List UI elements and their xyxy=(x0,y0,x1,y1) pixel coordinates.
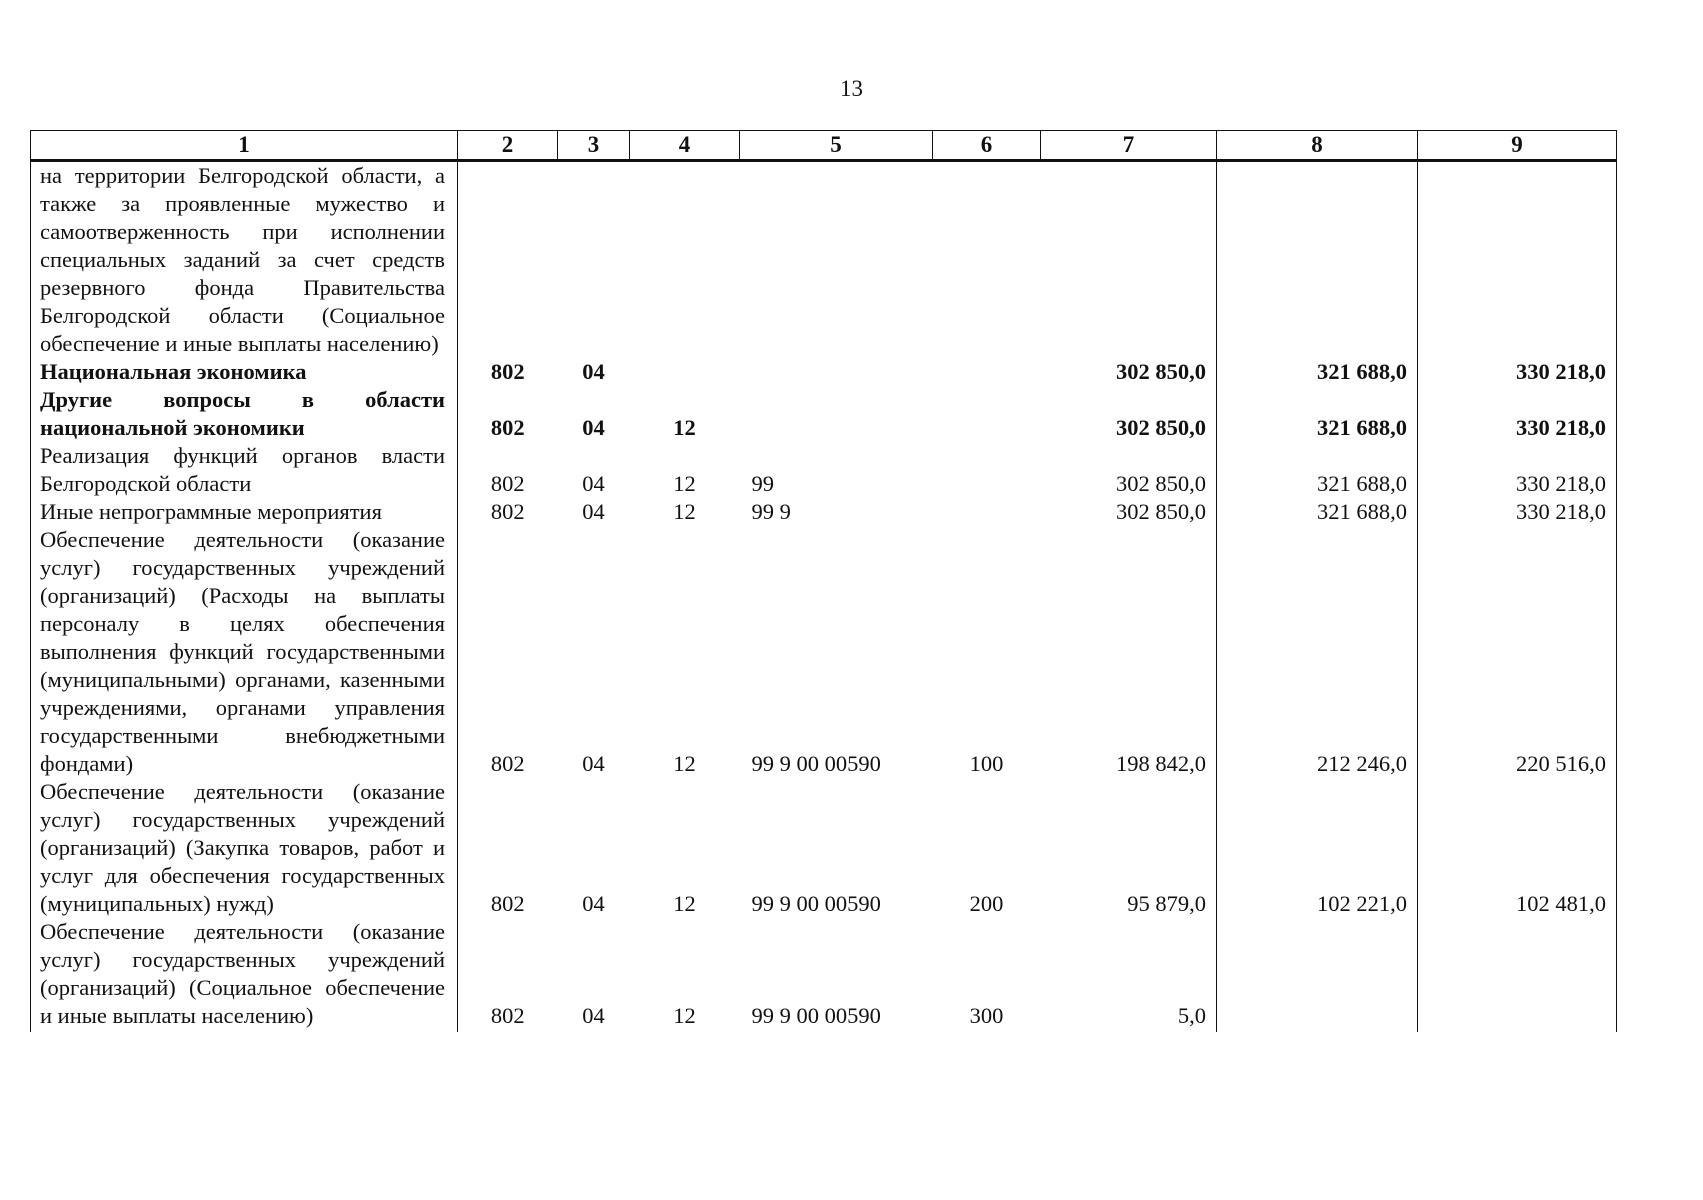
cell-ministry-code: 802 xyxy=(490,751,525,776)
cell-section: 04 xyxy=(582,1003,605,1028)
cell-section: 04 xyxy=(582,891,605,916)
header-col-5: 5 xyxy=(740,131,933,161)
cell-amount-col8: 321 688,0 xyxy=(1217,442,1418,498)
cell-target-article: 99 9 00 00590 xyxy=(751,1003,881,1028)
cell-target-article: 99 9 00 00590 xyxy=(751,891,881,916)
budget-table xyxy=(30,130,1617,1032)
edge-cell xyxy=(740,1030,933,1032)
table-row xyxy=(31,442,1617,498)
table-row xyxy=(31,918,1617,1030)
cell-target-article: 99 9 xyxy=(751,499,791,524)
header-col-1: 1 xyxy=(31,131,458,161)
table-row xyxy=(31,161,1617,359)
cell-target-article: 99 9 00 00590 xyxy=(751,751,881,776)
row-description: на территории Белгородской области, а также за проявленные мужество и самоотверженность при исполнении специальных заданий за счет средств резервного фонда Правительства Белгородской области (Социальное обеспечение и иные выплаты населению) xyxy=(31,161,458,359)
table-row xyxy=(31,358,1617,386)
cell-amount-col7: 95 879,0 xyxy=(1041,778,1217,918)
table-row xyxy=(31,386,1617,442)
cell-expense-type xyxy=(933,442,1041,498)
cell-ministry-code: 802 xyxy=(490,1003,525,1028)
cell-expense-type xyxy=(933,358,1041,386)
cell-ministry-code: 802 xyxy=(490,359,525,384)
cell-amount-col7: 302 850,0 xyxy=(1041,386,1217,442)
edge-cell xyxy=(458,1030,558,1032)
cell-amount-col8: 102 221,0 xyxy=(1217,778,1418,918)
cell-target-article: 99 xyxy=(751,471,774,496)
header-col-7: 7 xyxy=(1041,131,1217,161)
cell-amount-col7: 198 842,0 xyxy=(1041,526,1217,778)
header-col-2: 2 xyxy=(458,131,558,161)
edge-cell xyxy=(1217,1030,1418,1032)
cell-ministry-code xyxy=(458,161,558,359)
cell-section: 04 xyxy=(582,471,605,496)
table-bottom-edge xyxy=(31,1030,1617,1032)
cell-amount-col7: 302 850,0 xyxy=(1041,442,1217,498)
cell-expense-type xyxy=(933,161,1041,359)
cell-amount-col8: 212 246,0 xyxy=(1217,526,1418,778)
row-description: Другие вопросы в области национальной экономики xyxy=(31,386,458,442)
cell-amount-col9 xyxy=(1418,918,1617,1030)
cell-amount-col8: 321 688,0 xyxy=(1217,498,1418,526)
page-number: 13 xyxy=(840,76,863,101)
row-description: Обеспечение деятельности (оказание услуг) государственных учреждений (организаций) (Расходы на выплаты персоналу в целях обеспечения выполнения функций государственными (муниципальными) органами, казенными учреждениями, органами управления государственными внебюджетными фондами) xyxy=(31,526,458,778)
row-description: Иные непрограммные мероприятия xyxy=(31,498,458,526)
edge-cell xyxy=(1418,1030,1617,1032)
cell-amount-col8 xyxy=(1217,918,1418,1030)
cell-amount-col9: 330 218,0 xyxy=(1418,358,1617,386)
table-row xyxy=(31,526,1617,778)
row-description: Обеспечение деятельности (оказание услуг) государственных учреждений (организаций) (Социальное обеспечение и иные выплаты населению) xyxy=(31,918,458,1030)
cell-expense-type: 100 xyxy=(969,751,1004,776)
cell-amount-col9: 330 218,0 xyxy=(1418,498,1617,526)
cell-expense-type xyxy=(933,498,1041,526)
cell-amount-col7: 302 850,0 xyxy=(1041,358,1217,386)
cell-target-article xyxy=(740,161,933,359)
cell-section xyxy=(558,161,630,359)
cell-target-article xyxy=(740,358,933,386)
edge-cell xyxy=(630,1030,740,1032)
cell-subsection: 12 xyxy=(673,891,696,916)
cell-amount-col7: 302 850,0 xyxy=(1041,498,1217,526)
row-description: Национальная экономика xyxy=(31,358,458,386)
table-body xyxy=(31,161,1617,1033)
row-description: Реализация функций органов власти Белгородской области xyxy=(31,442,458,498)
cell-ministry-code: 802 xyxy=(490,415,525,440)
header-col-9: 9 xyxy=(1418,131,1617,161)
edge-cell xyxy=(31,1030,458,1032)
cell-section: 04 xyxy=(582,499,605,524)
cell-ministry-code: 802 xyxy=(490,471,525,496)
cell-amount-col7: 5,0 xyxy=(1041,918,1217,1030)
cell-amount-col9: 102 481,0 xyxy=(1418,778,1617,918)
cell-amount-col9: 330 218,0 xyxy=(1418,386,1617,442)
table-row xyxy=(31,498,1617,526)
header-col-4: 4 xyxy=(630,131,740,161)
cell-amount-col9: 330 218,0 xyxy=(1418,442,1617,498)
table-header xyxy=(31,131,1617,161)
cell-expense-type: 300 xyxy=(969,1003,1004,1028)
header-col-6: 6 xyxy=(933,131,1041,161)
cell-subsection xyxy=(630,161,740,359)
cell-target-article xyxy=(740,386,933,442)
cell-ministry-code: 802 xyxy=(490,499,525,524)
header-col-8: 8 xyxy=(1217,131,1418,161)
edge-cell xyxy=(1041,1030,1217,1032)
cell-amount-col9 xyxy=(1418,161,1617,359)
cell-amount-col8: 321 688,0 xyxy=(1217,386,1418,442)
cell-section: 04 xyxy=(582,751,605,776)
cell-section: 04 xyxy=(582,415,605,440)
edge-cell xyxy=(558,1030,630,1032)
cell-expense-type: 200 xyxy=(969,891,1004,916)
cell-amount-col8 xyxy=(1217,161,1418,359)
cell-expense-type xyxy=(933,386,1041,442)
cell-section: 04 xyxy=(582,359,605,384)
cell-subsection xyxy=(630,358,740,386)
header-col-3: 3 xyxy=(558,131,630,161)
edge-cell xyxy=(933,1030,1041,1032)
cell-subsection: 12 xyxy=(673,751,696,776)
row-description: Обеспечение деятельности (оказание услуг) государственных учреждений (организаций) (Закупка товаров, работ и услуг для обеспечения государственных (муниципальных) нужд) xyxy=(31,778,458,918)
cell-subsection: 12 xyxy=(673,471,696,496)
cell-ministry-code: 802 xyxy=(490,891,525,916)
cell-subsection: 12 xyxy=(673,499,696,524)
cell-amount-col7 xyxy=(1041,161,1217,359)
cell-subsection: 12 xyxy=(673,415,696,440)
cell-amount-col9: 220 516,0 xyxy=(1418,526,1617,778)
table-row xyxy=(31,778,1617,918)
cell-amount-col8: 321 688,0 xyxy=(1217,358,1418,386)
cell-subsection: 12 xyxy=(673,1003,696,1028)
